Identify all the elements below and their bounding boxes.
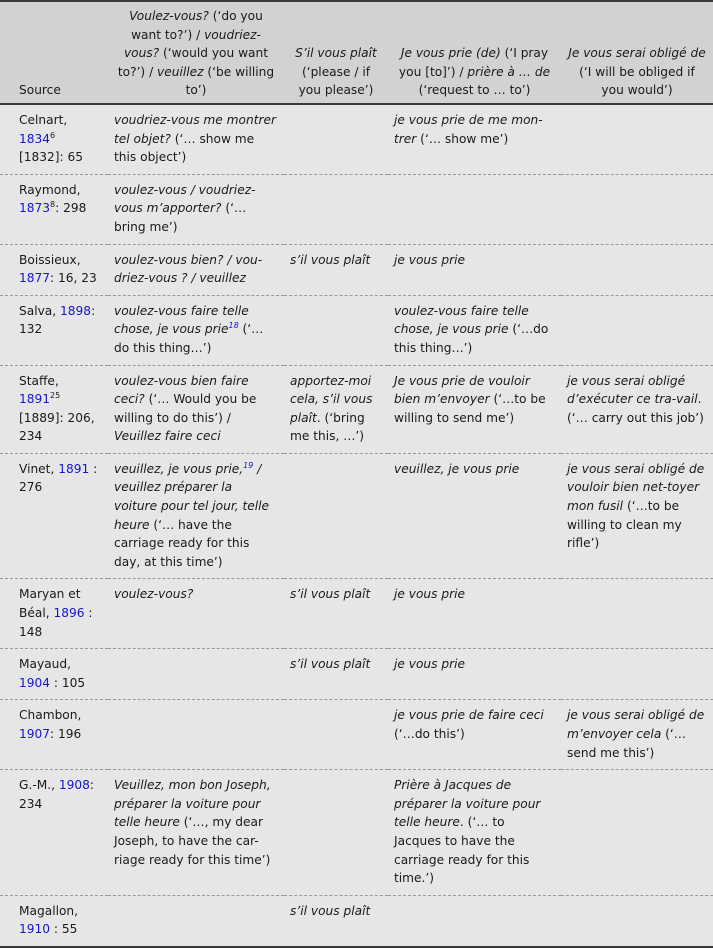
- french-formula-text: s’il vous plaît: [290, 657, 371, 672]
- header-text-fragment: (‘do you want to?’) /: [131, 9, 263, 42]
- cell-voulez: [108, 579, 284, 649]
- cell-text: (‘…do this thing…’): [394, 322, 549, 355]
- cell-voulez: [108, 295, 284, 365]
- french-formula-text: voudriez-vous me montrer tel objet?: [114, 112, 277, 146]
- cell-text: (‘… do this thing…’): [114, 322, 264, 355]
- cell-text: . (‘bring me this, …’): [290, 410, 365, 444]
- french-formula-text: s’il vous plaît: [290, 587, 371, 602]
- cell-text: Salva,: [19, 303, 61, 318]
- cell-text: Maryan et Béal,: [19, 587, 81, 621]
- header-text-fragment: Source: [19, 83, 61, 98]
- cell-voulez: [108, 700, 284, 770]
- cell-text: [1832]: 65: [19, 150, 84, 165]
- french-formula-text: / veuillez préparer la voiture pour tel jour, telle heure: [114, 461, 270, 532]
- column-header-oblige: [561, 1, 713, 104]
- cell-sil: [284, 453, 388, 579]
- header-text-fragment: (‘I will be obliged if you would’): [579, 64, 695, 98]
- cell-prie: [388, 244, 561, 295]
- cell-text: : 234: [19, 778, 94, 811]
- cell-text: G.-M.,: [19, 778, 59, 793]
- cell-voulez: [108, 649, 284, 700]
- cell-prie: [388, 104, 561, 174]
- cell-sil: [284, 365, 388, 453]
- cell-text: (‘…, my dear Joseph, to have the car-riage ready for this time’): [114, 815, 271, 867]
- cell-oblige: [561, 104, 713, 174]
- french-formula-text: je vous prie: [394, 252, 466, 267]
- cell-text: Vinet,: [19, 461, 59, 476]
- french-formula-text: Veuillez faire ceci: [114, 429, 221, 444]
- table-row: [0, 174, 713, 244]
- french-formula-text: Prière à Jacques de préparer la voiture pour telle heure: [394, 778, 541, 830]
- cell-oblige: [561, 453, 713, 579]
- cell-prie: [388, 295, 561, 365]
- header-text-fragment: S’il vous plaît: [295, 46, 377, 61]
- column-header-prie: [388, 1, 561, 104]
- french-formula-text: voulez-vous faire telle chose, je vous prie: [394, 303, 529, 337]
- cell-oblige: [561, 365, 713, 453]
- cell-sil: [284, 649, 388, 700]
- cell-source: [0, 895, 108, 947]
- cell-text: : 55: [50, 922, 78, 937]
- cell-sil: [284, 700, 388, 770]
- french-formula-text: je vous prie de me mon-trer: [394, 112, 543, 146]
- cell-text: : 276: [19, 461, 98, 495]
- cell-text: Magallon,: [19, 903, 79, 918]
- table-row: [0, 295, 713, 365]
- cell-text: Boissieux,: [19, 252, 81, 267]
- cell-oblige: [561, 649, 713, 700]
- table-row: [0, 649, 713, 700]
- citation-year-link[interactable]: 1877: [19, 271, 51, 286]
- table-row: [0, 579, 713, 649]
- cell-voulez: [108, 895, 284, 947]
- table-header: [0, 1, 713, 104]
- cell-text: (‘…to be willing to send me’): [394, 392, 546, 425]
- citation-year-link[interactable]: 1834: [19, 131, 51, 146]
- cell-source: [0, 579, 108, 649]
- cell-text: Chambon,: [19, 708, 82, 723]
- french-formula-text: veuillez, je vous prie: [394, 461, 520, 476]
- french-formula-text: s’il vous plaît: [290, 252, 371, 267]
- french-formula-text: voulez-vous bien faire ceci?: [114, 373, 249, 407]
- cell-text: (‘… Would you be willing to do this’) /: [114, 392, 257, 425]
- table-row: [0, 895, 713, 947]
- cell-source: [0, 244, 108, 295]
- cell-sil: [284, 295, 388, 365]
- cell-oblige: [561, 244, 713, 295]
- cell-prie: [388, 579, 561, 649]
- cell-text: Celnart,: [19, 112, 68, 127]
- cell-oblige: [561, 295, 713, 365]
- cell-sil: [284, 895, 388, 947]
- french-formula-text: voulez-vous bien? / vou-driez-vous ? / veuillez: [114, 252, 263, 286]
- table-row: [0, 770, 713, 896]
- cell-sil: [284, 244, 388, 295]
- edition-superscript: 25: [50, 391, 61, 401]
- cell-sil: [284, 770, 388, 896]
- citation-year-link[interactable]: 1908: [58, 778, 90, 793]
- cell-text: (‘… show me this object’): [114, 131, 255, 165]
- french-formula-text: je vous serai obligé d’exécuter ce tra-vail: [567, 373, 698, 407]
- header-text-fragment: (‘would you want to?’) /: [117, 46, 269, 79]
- french-formula-text: je vous prie de faire ceci: [394, 708, 544, 723]
- cell-prie: [388, 649, 561, 700]
- cell-text: : 148: [19, 606, 93, 639]
- cell-text: (‘… bring me’): [114, 201, 247, 234]
- cell-text: : 196: [50, 727, 82, 741]
- cell-prie: [388, 700, 561, 770]
- cell-voulez: [108, 365, 284, 453]
- cell-source: [0, 174, 108, 244]
- cell-voulez: [108, 244, 284, 295]
- cell-text: Mayaud,: [19, 657, 71, 672]
- column-header-source: [0, 1, 108, 104]
- header-text-fragment: prière à … de: [467, 64, 551, 79]
- cell-text: [1889]: 206, 234: [19, 410, 95, 444]
- cell-text: . (‘… carry out this job’): [567, 392, 704, 425]
- cell-text: (‘…send me this’): [567, 727, 686, 760]
- cell-prie: [388, 895, 561, 947]
- cell-sil: [284, 174, 388, 244]
- citation-year-link[interactable]: 1910: [19, 922, 51, 937]
- header-text-fragment: (‘I pray you [to]’) /: [398, 46, 549, 79]
- footnote-link[interactable]: 19: [243, 460, 254, 470]
- cell-text: (‘…do this’): [394, 727, 465, 741]
- cell-prie: [388, 174, 561, 244]
- citation-year-link[interactable]: 1898: [60, 303, 92, 318]
- french-formula-text: je vous prie: [394, 657, 466, 672]
- column-header-sil: [284, 1, 388, 104]
- citation-year-link[interactable]: 1904: [19, 675, 51, 690]
- cell-oblige: [561, 895, 713, 947]
- cell-source: [0, 295, 108, 365]
- cell-text: Staffe,: [19, 373, 59, 388]
- cell-oblige: [561, 174, 713, 244]
- cell-text: : 16, 23: [50, 271, 97, 286]
- cell-text: (‘…to be willing to clean my rifle’): [567, 499, 682, 551]
- citation-year-link[interactable]: 1896: [53, 606, 85, 621]
- cell-voulez: [108, 174, 284, 244]
- cell-prie: [388, 453, 561, 579]
- cell-sil: [284, 579, 388, 649]
- citation-year-link[interactable]: 1891: [58, 461, 90, 476]
- table-row: [0, 700, 713, 770]
- cell-source: [0, 104, 108, 174]
- cell-text: Raymond,: [19, 182, 81, 197]
- cell-oblige: [561, 770, 713, 896]
- table-row: [0, 244, 713, 295]
- cell-text: : 298: [55, 201, 87, 216]
- french-formula-text: je vous serai obligé de vouloir bien net-toyer mon fusil: [567, 461, 705, 514]
- cell-text: (‘… show me’): [416, 131, 509, 146]
- french-formula-text: Je vous prie de vouloir bien m’envoyer: [394, 373, 530, 407]
- edition-superscript: 8: [50, 200, 56, 210]
- french-formula-text: je vous prie: [394, 587, 466, 602]
- cell-source: [0, 649, 108, 700]
- cell-text: (‘… have the carriage ready for this day, at this time’): [114, 517, 250, 569]
- cell-voulez: [108, 453, 284, 579]
- cell-source: [0, 770, 108, 896]
- cell-prie: [388, 770, 561, 896]
- footnote-link[interactable]: 18: [228, 321, 239, 331]
- table-row: [0, 104, 713, 174]
- citation-year-link[interactable]: 1907: [19, 727, 51, 741]
- header-text-fragment: voudriez-vous?: [123, 27, 261, 61]
- header-text-fragment: Voulez-vous?: [129, 9, 209, 23]
- french-formula-text: je vous serai obligé de m’envoyer cela: [567, 708, 705, 741]
- cell-voulez: [108, 770, 284, 896]
- cell-oblige: [561, 700, 713, 770]
- header-text-fragment: (‘request to … to’): [418, 83, 531, 98]
- cell-oblige: [561, 579, 713, 649]
- french-formula-text: s’il vous plaît: [290, 903, 371, 918]
- cell-prie: [388, 365, 561, 453]
- header-row: [0, 1, 713, 104]
- citation-year-link[interactable]: 1873: [19, 201, 51, 216]
- french-formula-text: veuillez, je vous prie,: [114, 461, 244, 476]
- column-header-voulez: [108, 1, 284, 104]
- cell-text: : 105: [50, 675, 86, 690]
- cell-source: [0, 453, 108, 579]
- french-formula-text: apportez-moi cela, s’il vous plaît: [290, 373, 373, 425]
- cell-source: [0, 700, 108, 770]
- cell-sil: [284, 104, 388, 174]
- header-text-fragment: (‘be willing to’): [185, 64, 275, 98]
- header-text-fragment: Je vous serai obligé de: [568, 46, 706, 61]
- header-text-fragment: Je vous prie (de): [400, 46, 501, 61]
- french-formula-text: voulez-vous faire telle chose, je vous prie: [114, 303, 249, 337]
- table-body: [0, 104, 713, 947]
- cell-text: . (‘… to Jacques to have the carriage ready for this time.’): [394, 815, 530, 886]
- cell-text: : 132: [19, 303, 96, 337]
- cell-source: [0, 365, 108, 453]
- french-formula-text: Veuillez, mon bon Joseph, préparer la voiture pour telle heure: [114, 778, 271, 830]
- cell-voulez: [108, 104, 284, 174]
- edition-superscript: 6: [50, 130, 56, 140]
- french-formula-text: voulez-vous?: [114, 587, 194, 602]
- table-row: [0, 453, 713, 579]
- header-text-fragment: veuillez: [157, 64, 204, 79]
- header-text-fragment: (‘please / if you please’): [298, 64, 374, 98]
- table-row: [0, 365, 713, 453]
- citation-year-link[interactable]: 1891: [19, 392, 51, 407]
- french-formula-text: voulez-vous / voudriez-vous m’apporter?: [114, 182, 256, 216]
